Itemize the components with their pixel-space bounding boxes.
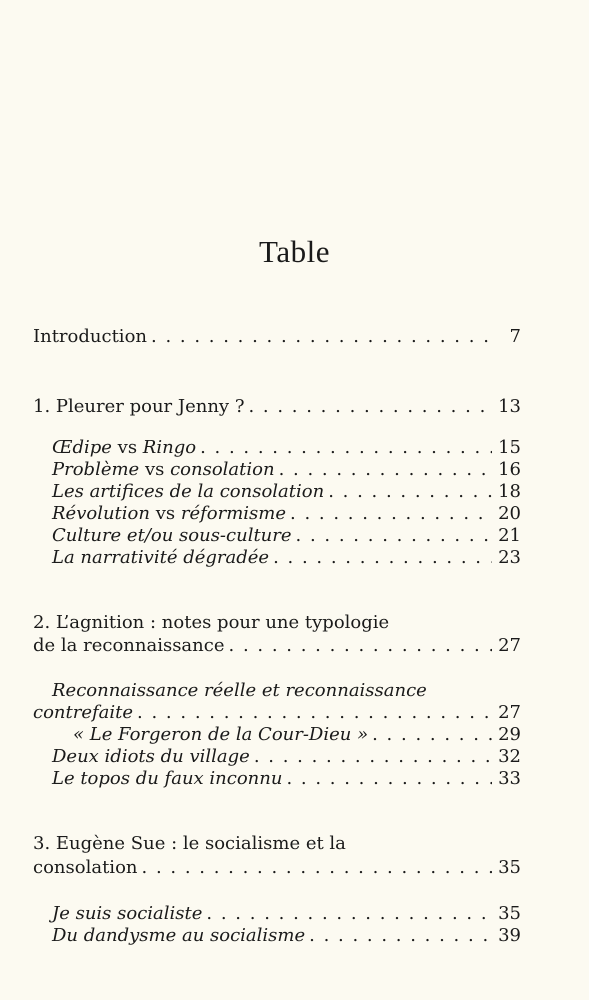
toc-label: contrefaite [33, 702, 134, 723]
toc-page-number: 13 [498, 396, 521, 417]
toc-label: Du dandysme au socialisme [52, 925, 306, 946]
toc-subentry [52, 525, 521, 547]
toc-subentry [73, 724, 521, 746]
toc-label: Révolution vs réformisme [52, 503, 286, 524]
toc-entry-introduction [33, 326, 521, 348]
toc-page-number: 35 [498, 857, 521, 878]
toc-page-number: 29 [498, 724, 521, 745]
toc-label: Problème vs consolation [52, 459, 275, 480]
toc-subentry [52, 437, 521, 459]
dot-leader [309, 925, 492, 947]
dot-leader [372, 724, 492, 746]
dot-leader [286, 768, 492, 790]
dot-leader [200, 437, 492, 459]
toc-label: Le topos du faux inconnu [52, 768, 283, 789]
dot-leader [137, 702, 492, 724]
toc-page-number: 18 [498, 481, 521, 502]
toc-subentry [33, 702, 521, 724]
toc-subentry-line-1: Reconnaissance réelle et reconnaissance [52, 680, 427, 701]
dot-leader [151, 326, 493, 348]
dot-leader [206, 903, 492, 925]
dot-leader [248, 396, 492, 418]
toc-page-number: 33 [498, 768, 521, 789]
toc-entry-chapter-2 [33, 635, 521, 657]
toc-page-number: 7 [509, 326, 521, 347]
toc-subentry [52, 903, 521, 925]
toc-subentry [52, 503, 521, 525]
dot-leader [328, 481, 492, 503]
toc-subentry [52, 746, 521, 768]
toc-label: de la reconnaissance [33, 635, 225, 656]
toc-label: Culture et/ou sous-culture [52, 525, 292, 546]
dot-leader [290, 503, 492, 525]
toc-label: « Le Forgeron de la Cour-Dieu » [73, 724, 369, 745]
dot-leader [254, 746, 492, 768]
toc-subentry [52, 481, 521, 503]
toc-subentry [52, 547, 521, 569]
toc-label: Introduction [33, 326, 147, 347]
toc-page-number: 15 [498, 437, 521, 458]
toc-page-number: 32 [498, 746, 521, 767]
toc-page-number: 27 [498, 635, 521, 656]
toc-subentry [52, 925, 521, 947]
dot-leader [273, 547, 492, 569]
toc-page-number: 20 [498, 503, 521, 524]
dot-leader [279, 459, 493, 481]
dot-leader [142, 857, 493, 879]
toc-chapter-3-line-1: 3. Eugène Sue : le socialisme et la [33, 833, 346, 854]
toc-page-number: 35 [498, 903, 521, 924]
toc-entry-chapter-3 [33, 857, 521, 879]
toc-label: Les artifices de la consolation [52, 481, 325, 502]
toc-page-number: 39 [498, 925, 521, 946]
toc-page-number: 21 [498, 525, 521, 546]
toc-label: consolation [33, 857, 138, 878]
toc-subentry [52, 768, 521, 790]
toc-label: Deux idiots du village [52, 746, 250, 767]
toc-page-number: 23 [498, 547, 521, 568]
toc-chapter-2-line-1: 2. L’agnition : notes pour une typologie [33, 612, 390, 633]
dot-leader [296, 525, 493, 547]
toc-label: La narrativité dégradée [52, 547, 270, 568]
toc-label: Je suis socialiste [52, 903, 203, 924]
dot-leader [229, 635, 493, 657]
toc-subentry [52, 459, 521, 481]
toc-page-number: 16 [498, 459, 521, 480]
toc-label: Œdipe vs Ringo [52, 437, 197, 458]
toc-label: 1. Pleurer pour Jenny ? [33, 396, 245, 417]
toc-page-number: 27 [498, 702, 521, 723]
page-title: Table [259, 234, 330, 269]
toc-entry-chapter-1 [33, 396, 521, 418]
